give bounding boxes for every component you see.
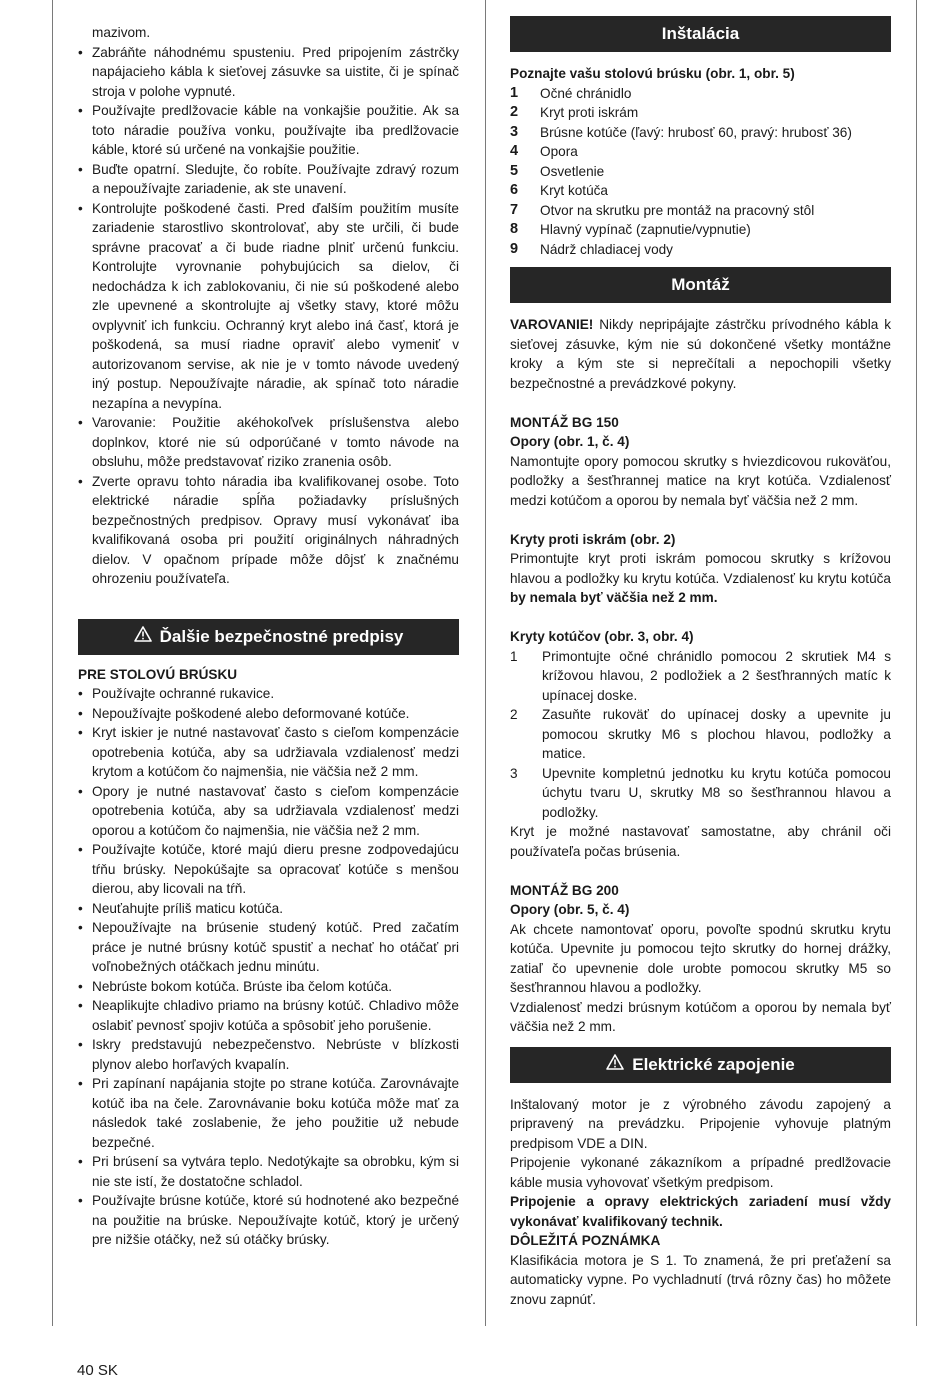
list-item: • Buďte opatrní. Sledujte, čo robíte. Používajte zdravý rozum a nepoužívajte zariadenie, ak ste unavení.: [78, 160, 459, 199]
list-item: 4 Opora: [510, 143, 578, 159]
warning-triangle-icon: [134, 626, 152, 647]
list-item: • Pri brúsení sa vytvára teplo. Nedotýkajte sa obrobku, kým si nie ste istí, že dostatočne schladol.: [78, 1152, 459, 1191]
left-column: [78, 23, 459, 1250]
right-column: [510, 16, 891, 1309]
subsection-title: Opory (obr. 5, č. 4): [510, 902, 630, 917]
parts-list: [510, 84, 891, 260]
center-column-rule: [485, 0, 486, 1326]
subsection-title: Kryty proti iskrám (obr. 2): [510, 531, 676, 547]
section-header-title: Elektrické zapojenie: [632, 1054, 795, 1074]
list-item: 3 Brúsne kotúče (ľavý: hrubosť 60, pravý: hrubosť 36): [510, 123, 852, 140]
list-item: 5 Osvetlenie: [510, 162, 605, 179]
paragraph: Primontujte kryt proti iskrám pomocou skrutky s krížovou hlavou a podložky ku krytu kotúča. Vzdialenosť ku krytu kotúča by nemala byť väčšia než 2 mm.: [510, 551, 891, 605]
list-item: 9 Nádrž chladiacej vody: [510, 240, 673, 257]
list-item: 1 Primontujte očné chránidlo pomocou 2 skrutiek M4 s krížovou hlavou, 2 podložiek a 2 šesťhranných matíc k upínacej doske.: [510, 648, 891, 703]
subsection-title: Kryty kotúčov (obr. 3, obr. 4): [510, 629, 694, 644]
section-header-title: Inštalácia: [661, 24, 740, 44]
subsection-title: DÔLEŽITÁ POZNÁMKA: [510, 1233, 661, 1248]
paragraph: Ak chcete namontovať oporu, povoľte spodnú skrutku krytu kotúča. Upevnite ju pomocou tejto skrutky do hornej drážky, zatiaľ čo upevnenie dole urobte pomocou skrutky M5 so šesťhrannou hlavou a podložky.: [510, 921, 891, 995]
paragraph: Vzdialenosť medzi brúsnym kotúčom a oporou by nemala byť väčšia než 2 mm.: [510, 999, 891, 1034]
assembly-steps: [510, 647, 891, 823]
warning-triangle-icon: [606, 1054, 624, 1075]
list-item: • Zverte opravu tohto náradia iba kvalifikovanej osobe. Toto elektrické náradie spĺňa požiadavky príslušných bezpečnostných predpisov. Opravy musí vykonávať iba kvalifikovaná osoba pri použití originálnych náhradných dielov. V opačnom prípade môže dôjsť k značnému ohrozeniu používateľa.: [78, 472, 459, 589]
section-header-installation: [510, 16, 891, 52]
paragraph: Pripojenie vykonané zákazníkom a prípadné predlžovacie káble musia vyhovovať všetkým predpisom.: [510, 1155, 891, 1190]
general-safety-list: [78, 43, 459, 589]
right-margin-rule: [916, 0, 917, 1326]
list-item: • Kontrolujte poškodené časti. Pred ďalším použitím musíte zariadenie starostlivo skontrolovať, aby ste určili, či bude správne pracovať a či bude riadne plniť určenú funkciu. Kontrolujte vyrovnanie pohybujúcich sa dielov, či nedochádza k ich zablokovaniu, či nie sú poškodené alebo zle upevnené a skontrolujte aj všetky stavy, ktoré môžu ovplyvniť ich funkciu. Ochranný kryt alebo iná časť, ktorá je poškodená, sa musí riadne opraviť alebo vymeniť v autorizovanom servise, ak nie je v tomto návode uvedený iný postup. Nepoužívajte náradie, ak spínač toto náradie nezapína a nevypína.: [78, 199, 459, 414]
continuation-text: mazivom.: [92, 25, 151, 40]
list-item: • Varovanie: Použitie akéhokoľvek príslušenstva alebo doplnkov, ktoré nie sú odporúčané v tomto návode na obsluhu, môže predstavovať riziko zranenia osôb.: [78, 413, 459, 472]
list-item: 7 Otvor na skrutku pre montáž na pracovný stôl: [510, 201, 815, 218]
section-header-electrical: [510, 1047, 891, 1083]
list-item: • Iskry predstavujú nebezpečenstvo. Nebrúste v blízkosti plynov alebo horľavých kvapalín.: [78, 1035, 459, 1074]
list-item: • Neuťahujte príliš maticu kotúča.: [78, 899, 459, 919]
list-item: • Nepoužívajte poškodené alebo deformované kotúče.: [78, 704, 459, 724]
list-item: • Používajte predlžovacie káble na vonkajšie použitie. Ak sa toto náradie používa vonku, používajte iba predlžovacie káble, ktoré sú určené na vonkajšie použitie.: [78, 101, 459, 160]
warning-paragraph: VAROVANIE! Nikdy nepripájajte zástrčku prívodného kábla k sieťovej zásuvke, kým nie sú dokončené všetky montážne kroky a kým ste si neprečítali a nepochopili všetky bezpečnostné a prevádzkové pokyny.: [510, 317, 891, 391]
section-header-safety: [78, 619, 459, 655]
warning-label: VAROVANIE!: [510, 317, 594, 332]
paragraph: Namontujte opory pomocou skrutky s hviezdicovou rukoväťou, podložky a šesťhrannej matice na kryt kotúča. Vzdialenosť medzi kotúčom a oporou by nemala byť väčšia než 2 mm.: [510, 453, 891, 508]
left-margin-rule: [52, 0, 53, 1326]
list-item: • Používajte brúsne kotúče, ktoré sú hodnotené ako bezpečné na použitie na brúske. Nepoužívajte kotúč, ktorý je určený pre nižšie otáčky, než sú otáčky brúsky.: [78, 1191, 459, 1250]
paragraph: Inštalovaný motor je z výrobného závodu zapojený a pripravený na prevádzku. Pripojenie vyhovuje platným predpisom VDE a DIN.: [510, 1096, 891, 1151]
paragraph-bold: Pripojenie a opravy elektrických zariadení musí vždy vykonávať kvalifikovaný technik.: [510, 1194, 891, 1229]
subsection-title: Poznajte vašu stolovú brúsku (obr. 1, obr. 5): [510, 66, 795, 81]
section-header-assembly: [510, 267, 891, 303]
page-number: 40 SK: [77, 1362, 118, 1379]
subsection-title: MONTÁŽ BG 150: [510, 414, 619, 430]
list-item: 3 Upevnite kompletnú jednotku ku krytu kotúča pomocou úchytu tvaru U, skrutky M8 so šesťhrannou hlavou a podložky.: [510, 765, 891, 820]
list-item: 2 Kryt proti iskrám: [510, 104, 639, 120]
list-item: • Používajte kotúče, ktoré majú dieru presne zodpovedajúcu tŕňu brúsky. Nepokúšajte sa opracovať kotúče s menšou dierou, aby licovali na tŕň.: [78, 840, 459, 899]
list-item: • Pri zapínaní napájania stojte po strane kotúča. Zarovnávajte kotúč iba na čele. Zarovnávanie boku kotúča môže mať za následok také zoslabenie, že jeho použitie už nebude bezpečné.: [78, 1074, 459, 1152]
section-header-title: Ďalšie bezpečnostné predpisy: [159, 626, 404, 646]
list-item: • Používajte ochranné rukavice.: [78, 684, 459, 704]
subsection-title: MONTÁŽ BG 200: [510, 882, 619, 898]
list-item: • Zabráňte náhodnému spusteniu. Pred pripojením zástrčky napájacieho kábla k sieťovej zásuvke sa uistite, či je spínač stroja v polohe vypnuté.: [78, 43, 459, 102]
list-item: 1 Očné chránidlo: [510, 84, 632, 101]
list-item: 6 Kryt kotúča: [510, 182, 608, 198]
paragraph: Kryt je možné nastavovať samostatne, aby chránil oči používateľa počas brúsenia.: [510, 824, 891, 859]
list-item: 8 Hlavný vypínač (zapnutie/vypnutie): [510, 221, 751, 237]
list-item: • Nebrúste bokom kotúča. Brúste iba čelom kotúča.: [78, 977, 459, 997]
section-header-title: Montáž: [671, 275, 730, 295]
grinder-safety-list: [78, 684, 459, 1250]
subsection-title: Opory (obr. 1, č. 4): [510, 434, 630, 449]
list-item: • Kryt iskier je nutné nastavovať často s cieľom kompenzácie opotrebenia kotúča, aby sa udržiavala vzdialenosť medzi krytom a kotúčom čo najmenšia, nie väčšia než 2 mm.: [78, 723, 459, 782]
subsection-title: PRE STOLOVÚ BRÚSKU: [78, 666, 238, 682]
list-item: • Opory je nutné nastavovať často s cieľom kompenzácie opotrebenia kotúča, aby sa udržiavala vzdialenosť medzi oporou a kotúčom čo najmenšia, nie väčšia než 2 mm.: [78, 782, 459, 841]
list-item: • Neaplikujte chladivo priamo na brúsny kotúč. Chladivo môže oslabiť pevnosť spojiv kotúča a spôsobiť jeho porušenie.: [78, 996, 459, 1035]
list-item: 2 Zasuňte rukoväť do upínacej dosky a upevnite ju pomocou skrutky M6 s plochou hlavou, podložky a matice.: [510, 707, 891, 761]
paragraph: Klasifikácia motora je S 1. To znamená, že pri preťažení sa automaticky vypne. Po vychladnutí (trvá rôzny čas) ho môžete znovu zapnúť.: [510, 1252, 891, 1307]
list-item: • Nepoužívajte na brúsenie studený kotúč. Pred začatím práce je nutné brúsny kotúč spustiť a nechať ho otáčať pri voľnobežných otáčkach jednu minútu.: [78, 918, 459, 977]
